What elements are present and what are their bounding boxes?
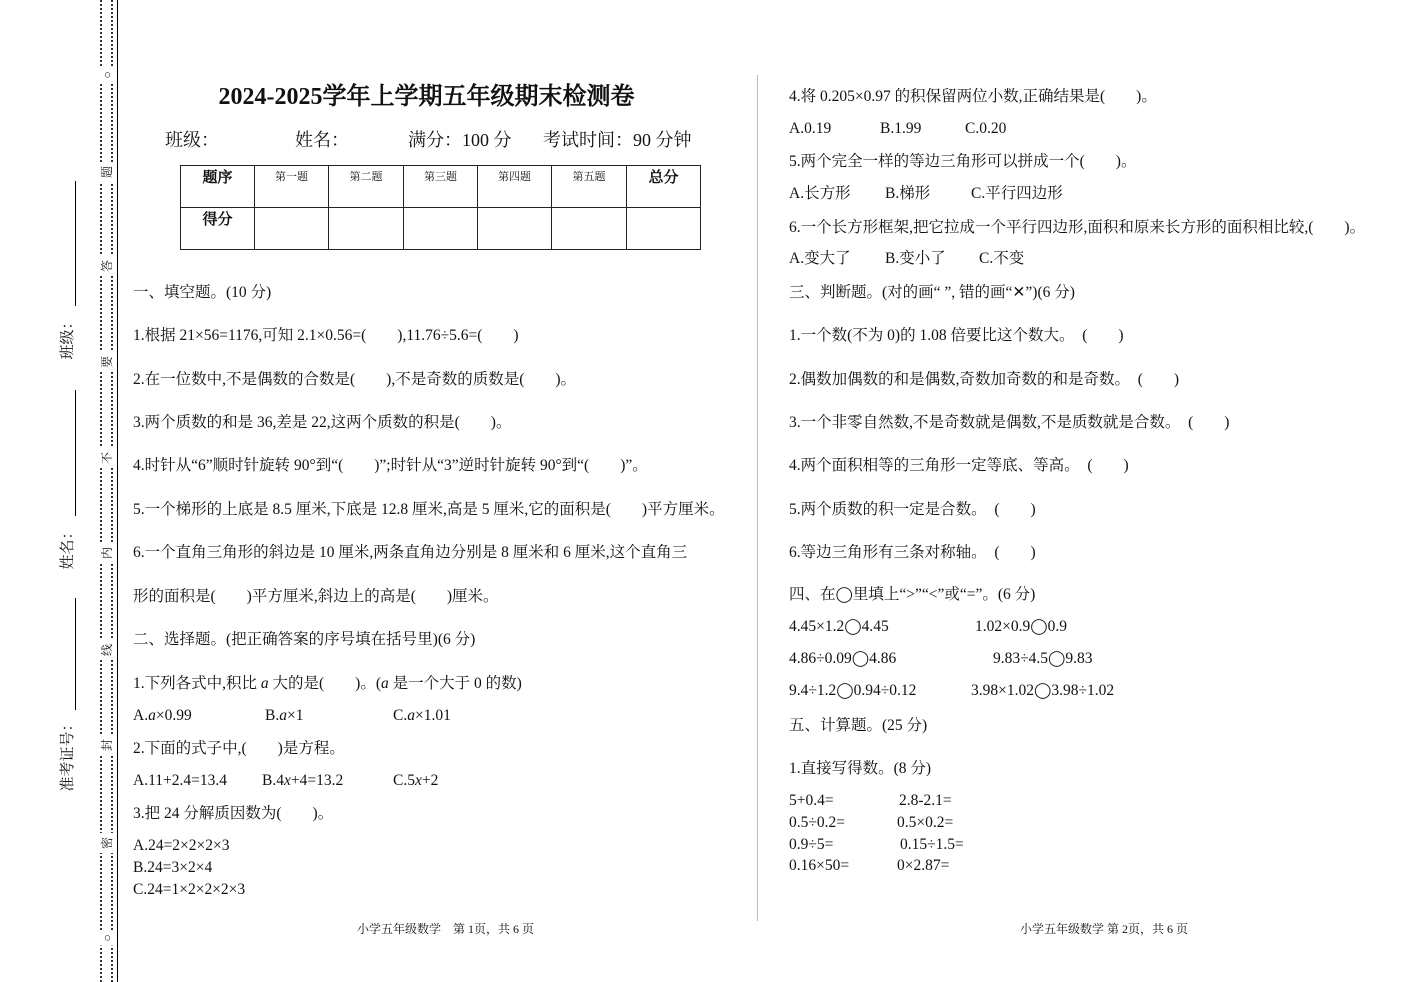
- q5-option-b: B.梯形: [885, 185, 931, 202]
- score-header-q5: 第五题: [552, 166, 627, 208]
- judge-question-3: 3.一个非零自然数,不是奇数就是偶数,不是质数就是合数。 ( ): [789, 414, 1230, 431]
- q2-option-b: [262, 771, 343, 791]
- variable-a: a: [279, 707, 287, 724]
- compare-item: 9.4÷1.2◯0.94÷0.12: [789, 682, 917, 699]
- binding-exam-id-label: 准考证号：: [60, 716, 76, 792]
- exam-id-blank-line: [75, 598, 76, 710]
- option-prefix: C.5: [393, 772, 415, 789]
- judge-question-6: 6.等边三角形有三条对称轴。 ( ): [789, 544, 1036, 561]
- score-header-q2: 第二题: [329, 166, 404, 208]
- binding-class-label: 班级：: [60, 314, 76, 360]
- q1-option-c: [393, 706, 451, 726]
- score-header-total: 总分: [627, 166, 701, 208]
- calc-item: 0.16×50=: [789, 857, 850, 874]
- q5-option-a: A.长方形: [789, 185, 851, 202]
- score-cell-q5: [552, 208, 627, 250]
- choice-question-1: [133, 674, 522, 694]
- section-2-heading: 二、选择题。(把正确答案的序号填在括号里)(6 分): [133, 631, 476, 648]
- seal-char: 题: [98, 162, 116, 182]
- binding-name-label: 姓名：: [60, 524, 76, 570]
- variable-a: a: [381, 675, 389, 692]
- calc-item: 0.5÷0.2=: [789, 814, 845, 831]
- score-header-q1: 第一题: [255, 166, 329, 208]
- q3-option-c: C.24=1×2×2×2×3: [133, 881, 246, 898]
- q2-option-c: [393, 771, 438, 791]
- calc-item: 0.9÷5=: [789, 836, 834, 853]
- option-prefix: B.: [265, 707, 280, 724]
- section-1-heading: 一、填空题。(10 分): [133, 284, 272, 301]
- calc-item: 0.15÷1.5=: [900, 836, 964, 853]
- seal-char: 密: [98, 833, 116, 853]
- calc-item: 2.8-2.1=: [899, 792, 952, 809]
- option-rest: ×1: [286, 707, 304, 724]
- fill-question-2: 2.在一位数中,不是偶数的合数是( ),不是奇数的质数是( )。: [133, 371, 577, 388]
- info-name-label: 姓名：: [295, 130, 349, 150]
- variable-a: a: [260, 675, 269, 692]
- option-rest: ×0.99: [155, 707, 192, 724]
- section-5-heading: 五、计算题。(25 分): [789, 717, 928, 734]
- option-rest: ×1.01: [414, 707, 451, 724]
- judge-question-2: 2.偶数加偶数的和是偶数,奇数加奇数的和是奇数。 ( ): [789, 371, 1180, 388]
- seal-char: 要: [98, 352, 116, 372]
- binding-border-line: [117, 0, 118, 982]
- option-prefix: C.: [393, 707, 408, 724]
- fill-question-4: 4.时针从“6”顺时针旋转 90°到“( )”;时针从“3”逆时针旋转 90°到“( )”。: [133, 457, 648, 474]
- q5-option-c: C.平行四边形: [971, 185, 1063, 202]
- page-1-footer: 小学五年级数学 第 1页，共 6 页: [357, 922, 535, 936]
- judge-question-1: 1.一个数(不为 0)的 1.08 倍要比这个数大。 ( ): [789, 327, 1124, 344]
- section-5-subheading: 1.直接写得数。(8 分): [789, 760, 932, 777]
- name-blank-line: [75, 390, 76, 516]
- seal-char: 封: [98, 735, 116, 755]
- compare-item: 9.83÷4.5◯9.83: [993, 650, 1093, 667]
- seal-char: 内: [98, 543, 116, 563]
- question-text: 是一个大于 0 的数): [388, 675, 522, 692]
- fill-question-3: 3.两个质数的和是 36,差是 22,这两个质数的积是( )。: [133, 414, 512, 431]
- choice-question-2: 2.下面的式子中,( )是方程。: [133, 740, 345, 757]
- option-prefix: A.: [133, 707, 149, 724]
- q3-option-b: B.24=3×2×4: [133, 859, 213, 876]
- q4-option-c: C.0.20: [965, 120, 1007, 137]
- score-header-question-order: 题序: [181, 166, 255, 208]
- choice-question-3: 3.把 24 分解质因数为( )。: [133, 805, 334, 822]
- info-exam-time: 考试时间：90 分钟: [543, 130, 692, 150]
- q4-option-b: B.1.99: [880, 120, 922, 137]
- compare-item: 1.02×0.9◯0.9: [975, 618, 1067, 635]
- variable-x: x: [283, 772, 291, 789]
- calc-item: 0.5×0.2=: [897, 814, 954, 831]
- seal-char: 不: [98, 448, 116, 468]
- compare-item: 4.86÷0.09◯4.86: [789, 650, 897, 667]
- q6-option-b: B.变小了: [885, 250, 946, 267]
- calc-item: 0×2.87=: [897, 857, 950, 874]
- calc-item: 5+0.4=: [789, 792, 834, 809]
- info-full-score: 满分：100 分: [408, 130, 512, 150]
- score-cell-q2: [329, 208, 404, 250]
- q6-option-a: A.变大了: [789, 250, 851, 267]
- score-row-label: 得分: [181, 208, 255, 250]
- variable-x: x: [414, 772, 422, 789]
- fill-question-1: 1.根据 21×56=1176,可知 2.1×0.56=( ),11.76÷5.6=( ): [133, 327, 519, 344]
- score-table-header-row: [181, 166, 701, 208]
- judge-question-5: 5.两个质数的积一定是合数。 ( ): [789, 501, 1036, 518]
- q1-option-a: [133, 706, 192, 726]
- q2-option-a: A.11+2.4=13.4: [133, 772, 227, 789]
- q3-option-a: A.24=2×2×2×3: [133, 837, 230, 854]
- section-4-heading: 四、在◯里填上“>”“<”或“=”。(6 分): [789, 586, 1036, 603]
- q4-option-a: A.0.19: [789, 120, 832, 137]
- option-rest: +4=13.2: [290, 772, 344, 789]
- exam-title: 2024-2025学年上学期五年级期末检测卷: [218, 84, 635, 110]
- q1-option-b: [265, 706, 303, 726]
- score-cell-q1: [255, 208, 329, 250]
- score-cell-q4: [478, 208, 552, 250]
- question-text: 1.下列各式中,积比: [133, 675, 261, 692]
- option-rest: +2: [421, 772, 439, 789]
- page-2-footer: 小学五年级数学 第 2页，共 6 页: [1020, 922, 1189, 936]
- seal-circle-top: ○: [98, 67, 116, 82]
- fill-question-6-line-1: 6.一个直角三角形的斜边是 10 厘米,两条直角边分别是 8 厘米和 6 厘米,这个直角三: [133, 544, 688, 561]
- class-blank-line: [75, 181, 76, 306]
- section-3-heading: 三、判断题。(对的画“ ”, 错的画“✕”)(6 分): [789, 284, 1075, 301]
- seal-char: 线: [98, 640, 116, 660]
- compare-item: 3.98×1.02◯3.98÷1.02: [971, 682, 1115, 699]
- page-divider: [757, 75, 758, 921]
- seal-circle-bottom: ○: [98, 930, 116, 945]
- score-cell-total: [627, 208, 701, 250]
- option-prefix: B.4: [262, 772, 284, 789]
- judge-question-4: 4.两个面积相等的三角形一定等底、等高。 ( ): [789, 457, 1129, 474]
- q6-option-c: C.不变: [979, 250, 1025, 267]
- fill-question-5: 5.一个梯形的上底是 8.5 厘米,下底是 12.8 厘米,高是 5 厘米,它的面积是( )平方厘米。: [133, 501, 725, 518]
- variable-a: a: [148, 707, 156, 724]
- score-header-q3: 第三题: [404, 166, 478, 208]
- fill-question-6-line-2: 形的面积是( )平方厘米,斜边上的高是( )厘米。: [133, 588, 499, 605]
- score-header-q4: 第四题: [478, 166, 552, 208]
- info-class-label: 班级：: [165, 130, 219, 150]
- choice-question-5: 5.两个完全一样的等边三角形可以拼成一个( )。: [789, 153, 1137, 170]
- question-text: 大的是( )。(: [268, 675, 382, 692]
- seal-char: 答: [98, 256, 116, 276]
- score-cell-q3: [404, 208, 478, 250]
- compare-item: 4.45×1.2◯4.45: [789, 618, 889, 635]
- score-table: [180, 165, 701, 250]
- score-table-score-row: [181, 208, 701, 250]
- choice-question-6: 6.一个长方形框架,把它拉成一个平行四边形,面积和原来长方形的面积相比较,( )。: [789, 219, 1366, 236]
- choice-question-4: 4.将 0.205×0.97 的积保留两位小数,正确结果是( )。: [789, 88, 1157, 105]
- variable-a: a: [407, 707, 415, 724]
